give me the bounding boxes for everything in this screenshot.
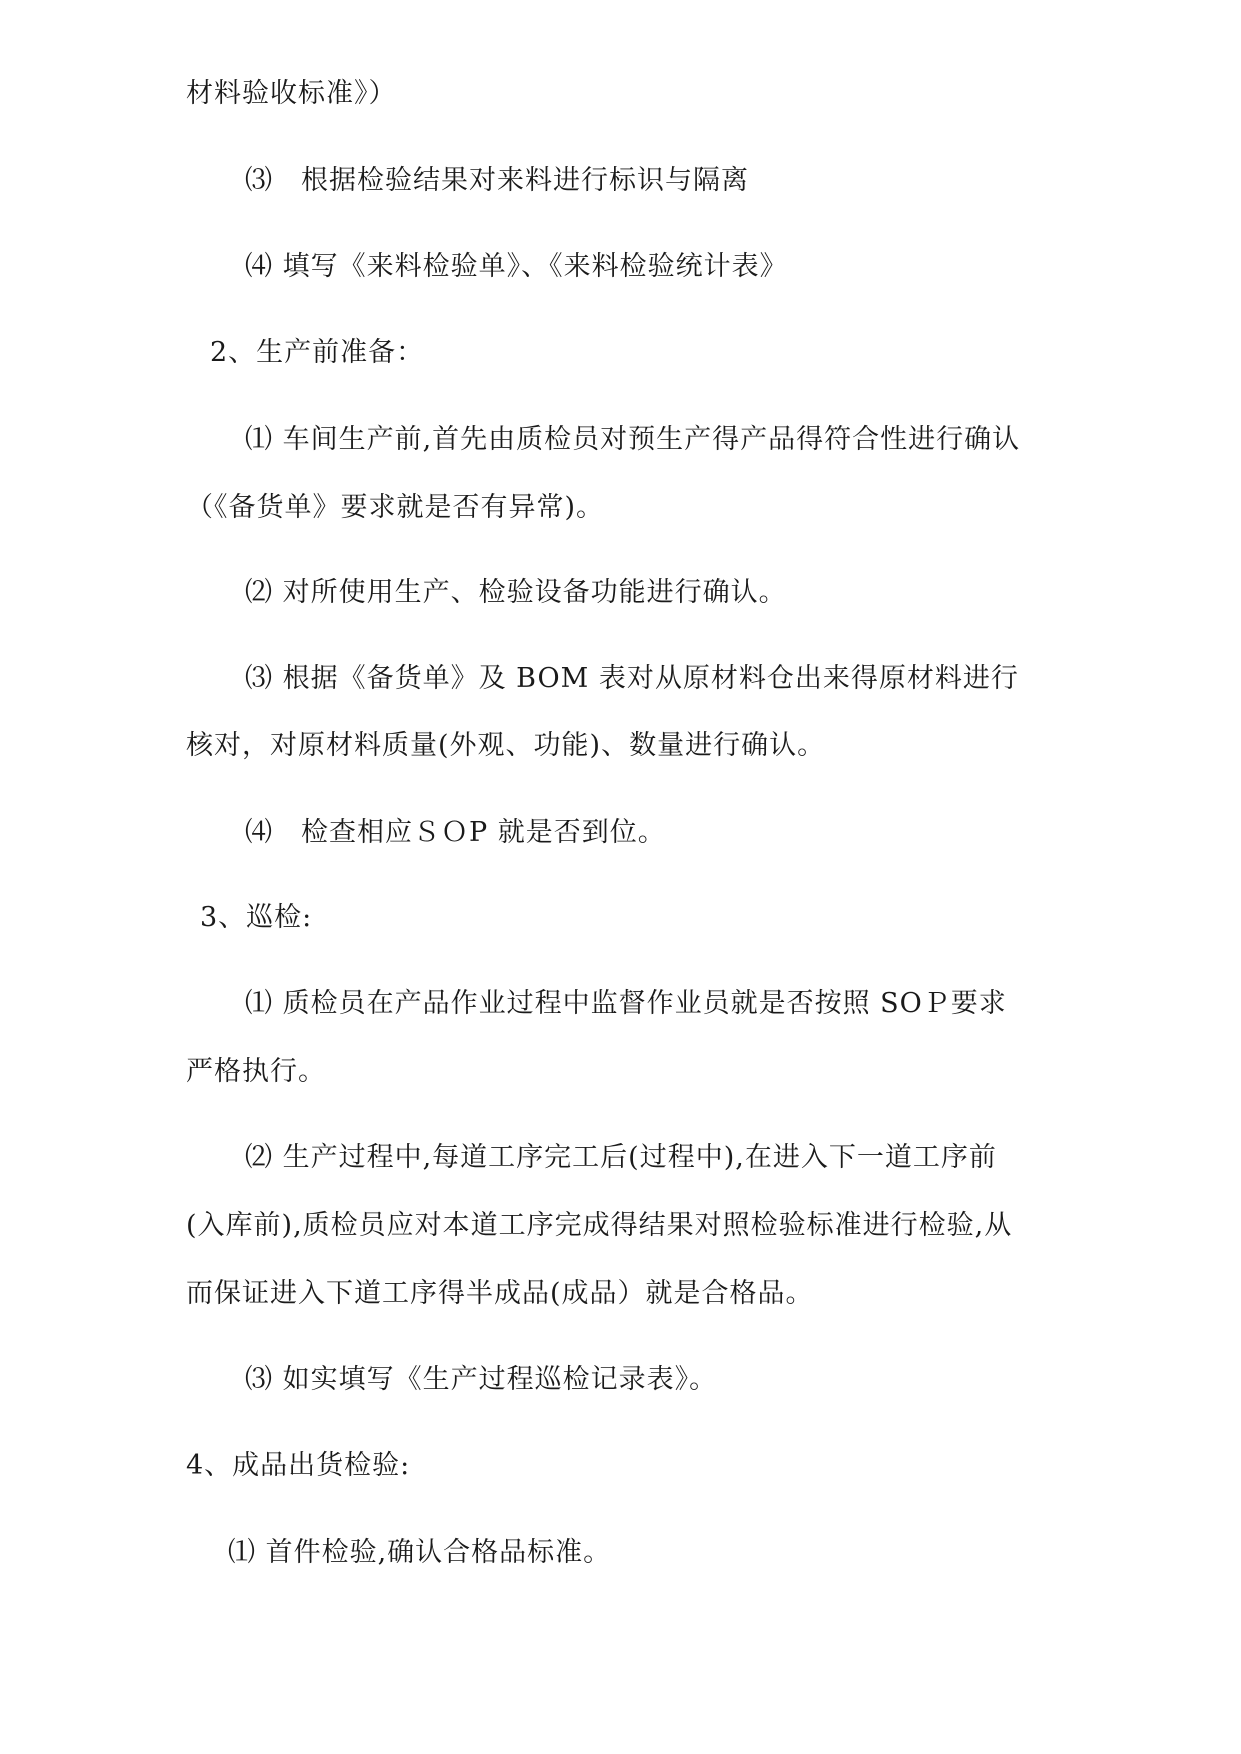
text-line-2: ⑶ 根据检验结果对来料进行标识与隔离 <box>245 165 749 196</box>
text-line-10: ⑷ 检查相应ＳＯP 就是否到位。 <box>245 817 666 848</box>
text-line-13: 严格执行。 <box>186 1056 326 1087</box>
text-line-5: ⑴ 车间生产前,首先由质检员对预生产得产品得符合性进行确认 <box>245 424 1021 455</box>
section-heading-3: 3、巡检: <box>200 902 313 933</box>
text-line-6: （《备货单》要求就是否有异常)。 <box>186 492 605 523</box>
text-line-15: (入库前),质检员应对本道工序完成得结果对照检验标准进行检验,从 <box>186 1210 1013 1241</box>
text-line-12: ⑴ 质检员在产品作业过程中监督作业员就是否按照 SOＰ要求 <box>245 988 1007 1019</box>
text-line-14: ⑵ 生产过程中,每道工序完工后(过程中),在进入下一道工序前 <box>245 1142 997 1173</box>
text-line-16: 而保证进入下道工序得半成品(成品）就是合格品。 <box>186 1278 814 1309</box>
text-line-17: ⑶ 如实填写《生产过程巡检记录表》。 <box>245 1364 718 1395</box>
text-line-7: ⑵ 对所使用生产、检验设备功能进行确认。 <box>245 577 787 608</box>
section-heading-2: 2、生产前准备： <box>210 337 425 368</box>
text-line-8: ⑶ 根据《备货单》及 BOM 表对从原材料仓出来得原材料进行 <box>245 663 1019 694</box>
section-heading-4: 4、成品出货检验: <box>186 1450 411 1481</box>
text-line-19: ⑴ 首件检验,确认合格品标准。 <box>228 1537 612 1568</box>
text-line-1: 材料验收标准》） <box>186 78 397 109</box>
text-line-3: ⑷ 填写《来料检验单》、《来料检验统计表》 <box>245 251 788 282</box>
text-line-9: 核对，对原材料质量(外观、功能)、数量进行确认。 <box>186 730 826 761</box>
